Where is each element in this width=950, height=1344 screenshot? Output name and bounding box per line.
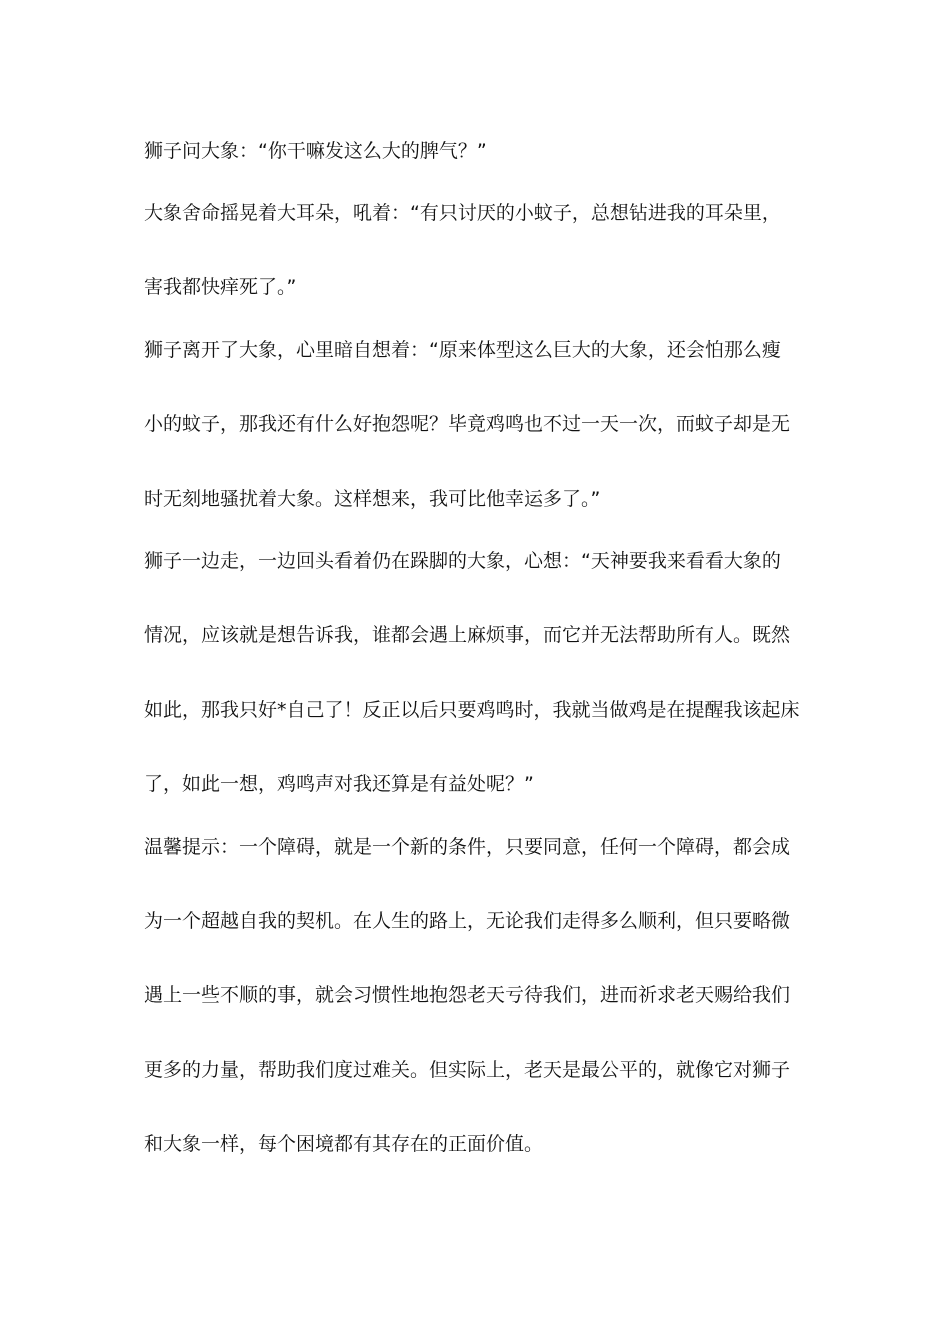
text-line: 小的蚊子，那我还有什么好抱怨呢？毕竟鸡鸣也不过一天一次，而蚊子却是无 <box>144 413 791 435</box>
text-line: 温馨提示：一个障碍，就是一个新的条件，只要同意，任何一个障碍，都会成 <box>144 836 791 858</box>
text-line: 情况，应该就是想告诉我，谁都会遇上麻烦事，而它并无法帮助所有人。既然 <box>144 624 791 646</box>
text-line: 如此，那我只好*自己了！反正以后只要鸡鸣时，我就当做鸡是在提醒我该起床 <box>144 699 800 721</box>
text-line: 狮子问大象：“你干嘛发这么大的脾气？” <box>144 140 487 162</box>
text-line: 和大象一样，每个困境都有其存在的正面价值。 <box>144 1133 544 1155</box>
text-line: 大象舍命摇晃着大耳朵，吼着：“有只讨厌的小蚊子，总想钻进我的耳朵里， <box>144 202 781 224</box>
text-line: 为一个超越自我的契机。在人生的路上，无论我们走得多么顺利，但只要略微 <box>144 910 791 932</box>
text-line: 害我都快痒死了。” <box>144 276 297 298</box>
text-line: 时无刻地骚扰着大象。这样想来，我可比他幸运多了。” <box>144 488 601 510</box>
text-line: 狮子离开了大象，心里暗自想着：“原来体型这么巨大的大象，还会怕那么瘦 <box>144 339 781 361</box>
text-line: 更多的力量，帮助我们度过难关。但实际上，老天是最公平的，就像它对狮子 <box>144 1059 791 1081</box>
text-line: 了，如此一想，鸡鸣声对我还算是有益处呢？” <box>144 773 534 795</box>
text-line: 遇上一些不顺的事，就会习惯性地抱怨老天亏待我们，进而祈求老天赐给我们 <box>144 984 791 1006</box>
text-line: 狮子一边走，一边回头看着仍在跺脚的大象，心想：“天神要我来看看大象的 <box>144 550 781 572</box>
